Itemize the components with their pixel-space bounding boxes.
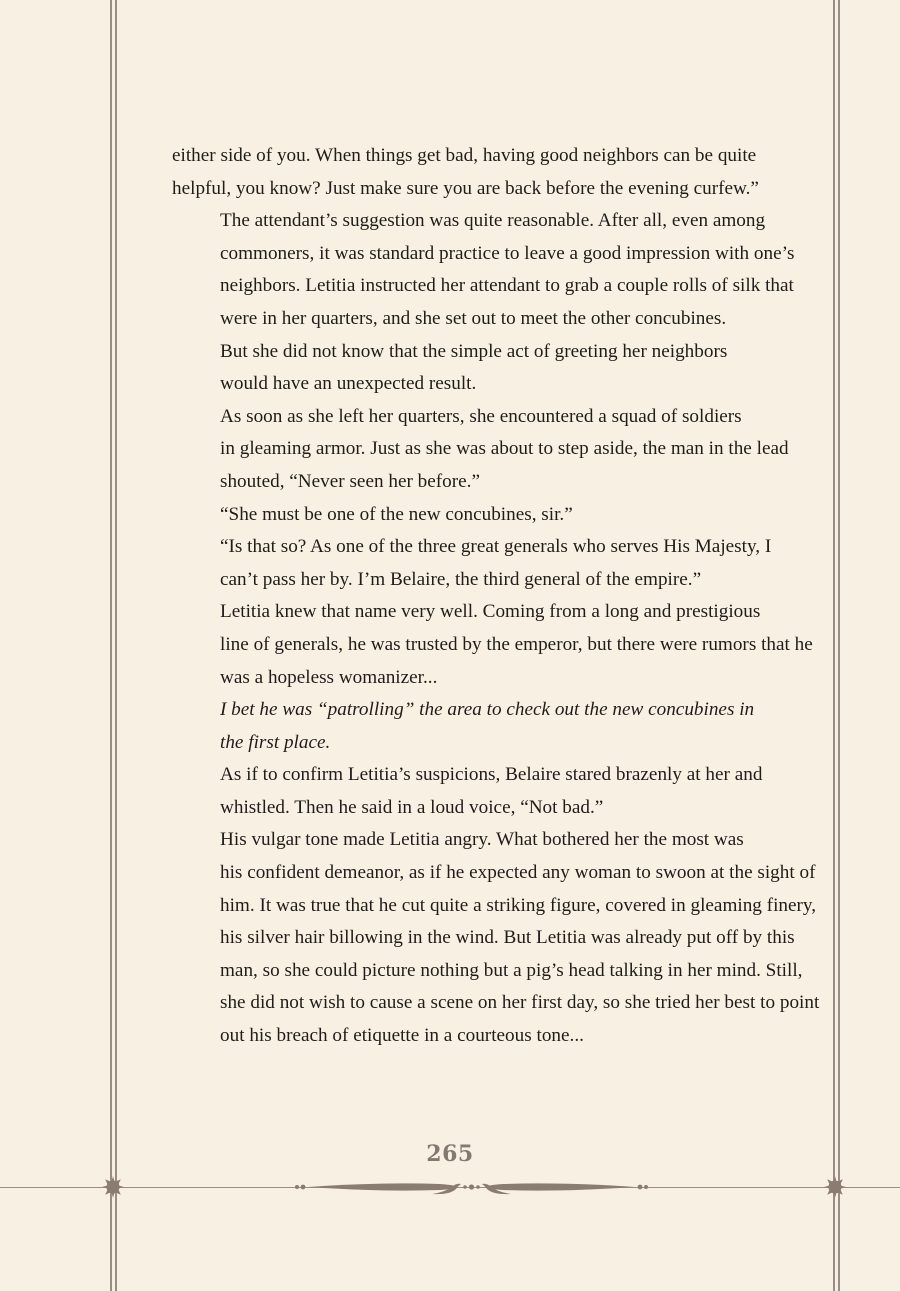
text-line: in gleaming armor. Just as she was about to step aside, the man in the lead (220, 438, 789, 460)
text-line: As soon as she left her quarters, she encountered a squad of soldiers (220, 405, 742, 427)
paragraph-5 (172, 499, 782, 532)
left-outer-rule (110, 0, 112, 1291)
text-line: his confident demeanor, as if he expected any woman to swoon at the sight of (220, 862, 816, 884)
text-line: either side of you. When things get bad, having good neighbors can be quite (172, 145, 757, 166)
text-line: can’t pass her by. I’m Belaire, the third general of the empire.” (220, 568, 702, 590)
text-line: was a hopeless womanizer... (220, 666, 438, 688)
text-line: whistled. Then he said in a loud voice, “Not bad.” (220, 796, 604, 818)
text-line: His vulgar tone made Letitia angry. What bothered her the most was (220, 829, 744, 851)
text-line: out his breach of etiquette in a courteous tone... (220, 1025, 584, 1047)
text-line: him. It was true that he cut quite a striking figure, covered in gleaming finery, (220, 894, 817, 916)
text-line: neighbors. Letitia instructed her attendant to grab a couple rolls of silk that (220, 275, 794, 297)
text-line: “She must be one of the new concubines, sir.” (220, 503, 573, 525)
text-line: the first place. (220, 731, 331, 753)
paragraph-4 (172, 401, 789, 499)
text-line: Letitia knew that name very well. Coming from a long and prestigious (220, 601, 761, 623)
text-line: were in her quarters, and she set out to meet the other concubines. (220, 307, 727, 329)
text-line: But she did not know that the simple act of greeting her neighbors (220, 340, 728, 362)
paragraph-2 (172, 205, 795, 335)
right-inner-rule (833, 0, 835, 1291)
footer-flourish-ornament (0, 1170, 900, 1204)
text-line: his silver hair billowing in the wind. But Letitia was already put off by this (220, 927, 795, 949)
text-line: The attendant’s suggestion was quite reasonable. After all, even among (220, 210, 766, 232)
paragraph-6 (172, 531, 782, 596)
text-line: “Is that so? As one of the three great generals who serves His Majesty, I (220, 536, 772, 558)
text-line: man, so she could picture nothing but a pig’s head talking in her mind. Still, (220, 959, 803, 981)
text-line: would have an unexpected result. (220, 373, 477, 395)
text-line: I bet he was “patrolling” the area to check out the new concubines in (220, 699, 755, 721)
right-starburst-icon (824, 1176, 846, 1198)
text-line: line of generals, he was trusted by the emperor, but there were rumors that he (220, 633, 813, 655)
text-line: shouted, “Never seen her before.” (220, 470, 480, 492)
paragraph-9 (172, 759, 782, 824)
body-text (172, 140, 820, 1053)
text-line: As if to confirm Letitia’s suspicions, Belaire stared brazenly at her and (220, 764, 763, 786)
paragraph-10 (172, 824, 820, 1052)
left-inner-rule (115, 0, 117, 1291)
text-line: helpful, you know? Just make sure you are back before the evening curfew.” (172, 177, 759, 199)
right-outer-rule (838, 0, 840, 1291)
text-line: she did not wish to cause a scene on her first day, so she tried her best to point (220, 992, 820, 1014)
page-number: 265 (426, 1141, 474, 1167)
paragraph-1 (172, 140, 782, 205)
paragraph-7 (172, 596, 813, 694)
paragraph-8-italic-thought (172, 694, 782, 759)
left-starburst-icon (102, 1176, 124, 1198)
text-line: commoners, it was standard practice to leave a good impression with one’s (220, 242, 795, 264)
paragraph-3 (172, 336, 782, 401)
